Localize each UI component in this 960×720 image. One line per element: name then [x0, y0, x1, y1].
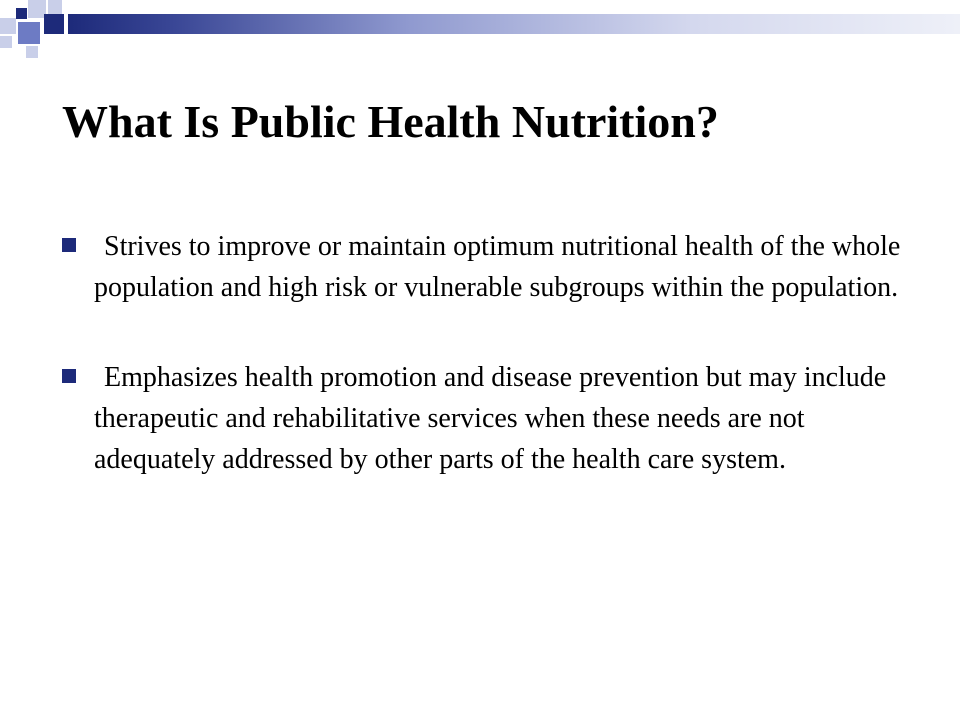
header-gradient-bar — [68, 14, 960, 34]
corner-square-decoration — [18, 22, 40, 44]
bullet-text: Emphasizes health promotion and disease prevention but may include therapeutic and rehabilitative services when these needs are not adequately addressed by other parts of the health care system. — [94, 362, 887, 475]
bullet-list — [62, 226, 902, 529]
bullet-item — [62, 357, 902, 480]
corner-square-decoration — [48, 0, 62, 14]
corner-square-decoration — [44, 14, 64, 34]
square-bullet-icon — [62, 369, 76, 383]
bullet-text: Strives to improve or maintain optimum nutritional health of the whole population and high risk or vulnerable subgroups within the population. — [94, 231, 901, 303]
square-bullet-icon — [62, 238, 76, 252]
slide-title: What Is Public Health Nutrition? — [62, 96, 719, 147]
corner-square-decoration — [0, 36, 12, 48]
corner-square-decoration — [0, 18, 16, 34]
corner-square-decoration — [26, 46, 38, 58]
corner-square-decoration — [16, 8, 27, 19]
bullet-item — [62, 226, 902, 308]
